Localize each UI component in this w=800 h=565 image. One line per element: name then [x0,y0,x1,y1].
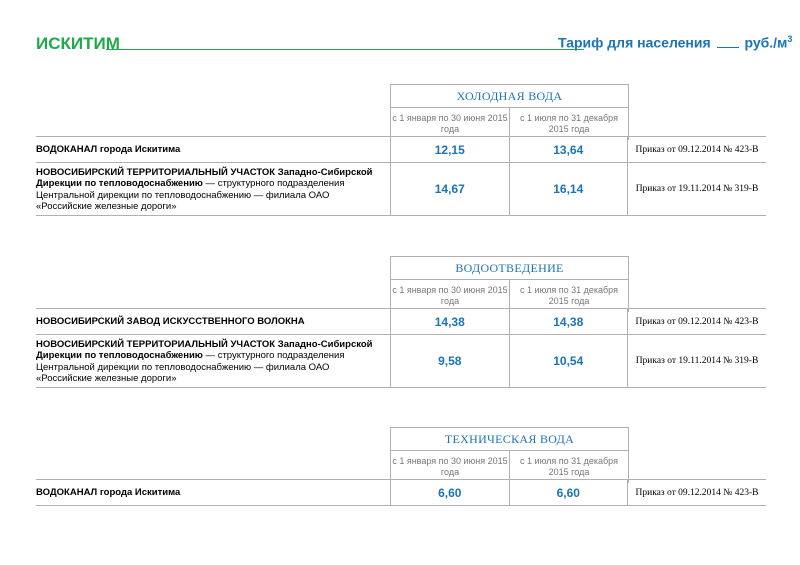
period-1: с 1 января по 30 июня 2015 года [392,113,508,134]
city-name: ИСКИТИМ [36,34,120,53]
tariff-value-h2: 14,38 [509,309,628,334]
period-1: с 1 января по 30 июня 2015 года [392,285,508,306]
section-title: ВОДООТВЕДЕНИЕ [391,257,628,280]
order-ref: Приказ от 09.12.2014 № 423-В [627,137,766,162]
period-2: с 1 июля по 31 декабря 2015 года [509,451,628,483]
tariff-blank [717,35,739,48]
page-header [36,34,793,58]
period-2: с 1 июля по 31 декабря 2015 года [509,108,628,140]
table-row [36,480,766,506]
table-row [36,335,766,388]
city-underline [106,49,584,50]
tariff-value-h2: 6,60 [509,480,628,505]
order-ref: Приказ от 19.11.2014 № 319-В [627,335,766,387]
tariff-prefix: Тариф для населения [558,34,711,51]
tariff-label [558,34,792,51]
tariff-rows [36,308,766,388]
tariff-value-h2: 13,64 [509,137,628,162]
supplier-name: ВОДОКАНАЛ города Искитима [36,487,181,499]
supplier-name: НОВОСИБИРСКИЙ ТЕРРИТОРИАЛЬНЫЙ УЧАСТОК Западно-Сибирской Дирекции по тепловодоснабжению — структурного подразделения Центральной дирекции по тепловодоснабжению — филиала ОАО «Российские железные дороги» [36,166,373,212]
order-ref: Приказ от 19.11.2014 № 319-В [627,163,766,215]
order-ref: Приказ от 09.12.2014 № 423-В [627,480,766,505]
section-title: ХОЛОДНАЯ ВОДА [391,85,628,108]
tariff-rows [36,479,766,506]
tariff-unit-sup: 3 [787,34,793,44]
period-1: с 1 января по 30 июня 2015 года [392,456,508,477]
supplier-name: ВОДОКАНАЛ города Искитима [36,144,181,156]
tariff-unit: руб./м [744,34,788,51]
section-header [390,84,629,140]
supplier-name: НОВОСИБИРСКИЙ ЗАВОД ИСКУССТВЕННОГО ВОЛОКНА [36,316,305,328]
tariff-rows [36,136,766,216]
table-row [36,137,766,163]
order-ref: Приказ от 09.12.2014 № 423-В [627,309,766,334]
table-row [36,309,766,335]
period-2: с 1 июля по 31 декабря 2015 года [509,280,628,312]
table-row [36,163,766,216]
tariff-value-h1: 9,58 [390,335,509,387]
section-header [390,427,629,483]
tariff-value-h1: 14,38 [390,309,509,334]
tariff-value-h1: 14,67 [390,163,509,215]
section-title: ТЕХНИЧЕСКАЯ ВОДА [391,428,628,451]
section-header [390,256,629,312]
tariff-value-h2: 16,14 [509,163,628,215]
tariff-value-h1: 6,60 [390,480,509,505]
tariff-value-h1: 12,15 [390,137,509,162]
supplier-name: НОВОСИБИРСКИЙ ТЕРРИТОРИАЛЬНЫЙ УЧАСТОК Западно-Сибирской Дирекции по тепловодоснабжению — структурного подразделения Центральной дирекции по тепловодоснабжению — филиала ОАО «Российские железные дороги» [36,338,373,384]
tariff-value-h2: 10,54 [509,335,628,387]
